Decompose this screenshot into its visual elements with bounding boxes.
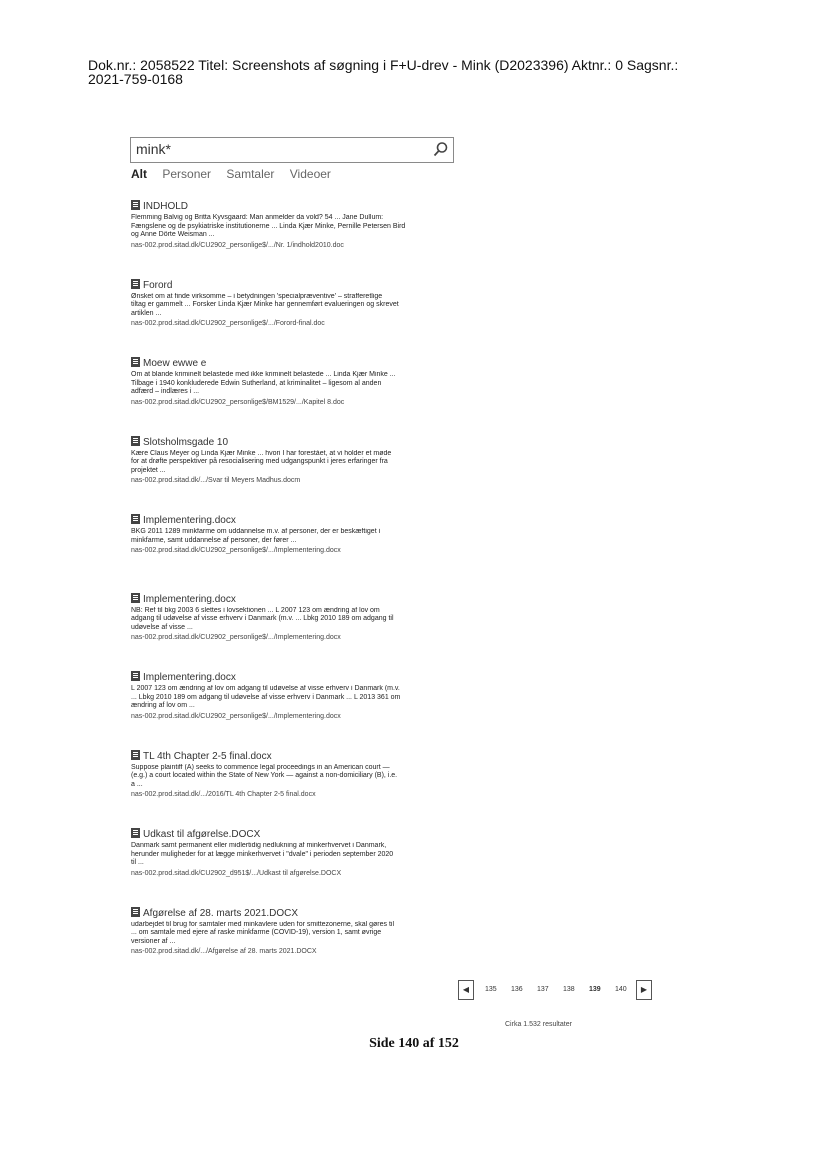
document-header-line-2: 2021-759-0168	[88, 71, 183, 87]
result-title[interactable]: INDHOLD	[131, 200, 461, 212]
search-input[interactable]: mink*	[136, 141, 172, 157]
result-url[interactable]: nas-002.prod.sitad.dk/CU2902_personlige$/.../Forord-final.doc	[131, 320, 325, 327]
result-url[interactable]: nas-002.prod.sitad.dk/CU2902_personlige$/.../Implementering.docx	[131, 712, 341, 720]
document-icon	[131, 279, 140, 289]
search-result	[131, 436, 461, 515]
result-title[interactable]: Moew ewwe e	[131, 357, 461, 369]
document-icon	[131, 593, 140, 603]
search-result	[131, 907, 461, 986]
tab-personer[interactable]: Personer	[162, 167, 212, 181]
chevron-left-icon: ◀	[462, 985, 470, 994]
page-link-140[interactable]: 140	[615, 986, 627, 993]
result-snippet: Danmark samt permanent eller midlertidig nedlukning af minkerhvervet i Danmark, herunder muligheder for at lægge minkerhvervet i "dvale" i perioden september 2020 til ...	[131, 842, 394, 866]
result-title[interactable]: Slotsholmsgade 10	[131, 436, 461, 448]
result-snippet: BKG 2011 1289 minkfarme om uddannelse m.v. af personer, der er beskæftiget i minkfarme, samt uddannelse af personer, der fører ...	[131, 528, 381, 544]
prev-page-button[interactable]	[458, 980, 474, 1000]
result-title[interactable]: Implementering.docx	[131, 593, 461, 605]
tab-samtaler[interactable]: Samtaler	[226, 167, 275, 181]
chevron-right-icon: ▶	[640, 985, 648, 994]
result-url[interactable]: nas-002.prod.sitad.dk/CU2902_personlige$/.../Implementering.docx	[131, 547, 341, 554]
result-snippet: L 2007 123 om ændring af lov om adgang til udøvelse af visse erhverv i Danmark (m.v. ... Lbkg 2010 189 om adgang til udøvelse af visse erhverv i Danmark ... L 2013 361 om ændring af lov om ...	[131, 685, 401, 709]
search-result	[131, 357, 461, 436]
tab-alt[interactable]: Alt	[131, 167, 147, 181]
result-snippet: Om at blande kriminelt belastede med ikke kriminelt belastede ... Linda Kjær Minke ... Tilbage i 1940 konkluderede Edwin Sutherland, at kriminalitet – ligesom al anden adfærd – indlæres i ...	[131, 371, 396, 395]
search-result	[131, 593, 461, 672]
result-url[interactable]: nas-002.prod.sitad.dk/CU2902_personlige$/.../Implementering.docx	[131, 634, 341, 641]
document-icon	[131, 357, 140, 367]
tab-videoer[interactable]: Videoer	[289, 167, 331, 181]
result-url[interactable]: nas-002.prod.sitad.dk/.../Svar til Meyers Madhus.docm	[131, 477, 301, 484]
filter-tabs	[131, 167, 343, 181]
document-header-line-1: Dok.nr.: 2058522 Titel: Screenshots af søgning i F+U-drev - Mink (D2023396) Aktnr.: 0 Sagsnr.:	[88, 57, 679, 73]
result-title[interactable]: TL 4th Chapter 2-5 final.docx	[131, 750, 461, 762]
document-icon	[131, 514, 140, 524]
page-link-136[interactable]: 136	[511, 986, 523, 993]
result-snippet: udarbejdet til brug for samtaler med minkavlere uden for smittezonerne, skal gøres til ... om samtale med ejere af raske minkfarme (COVID-19), version 1, samt øvrige versioner af ...	[131, 920, 395, 945]
result-snippet: Suppose plaintiff (A) seeks to commence legal proceedings in an American court — (e.g.) a court located within the State of New York — against a non-domiciliary (B), i.e. a ...	[131, 763, 398, 788]
document-header	[88, 58, 788, 86]
result-snippet: Ønsket om at finde virksomme – i betydningen 'specialpræventive' – strafferetlige tiltag er gammelt ... Forsker Linda Kjær Minke har gennemført evalueringen og skrevet artiklen ...	[131, 292, 399, 317]
next-page-button[interactable]	[636, 980, 652, 1000]
result-url[interactable]: nas-002.prod.sitad.dk/.../2016/TL 4th Chapter 2-5 final.docx	[131, 791, 316, 798]
search-result	[131, 514, 461, 593]
result-url[interactable]: nas-002.prod.sitad.dk/CU2902_personlige$/BM1529/.../Kapitel 8.doc	[131, 398, 345, 406]
result-title[interactable]: Udkast til afgørelse.DOCX	[131, 828, 461, 840]
search-result	[131, 279, 461, 358]
result-title[interactable]: Forord	[131, 279, 461, 291]
result-title[interactable]: Implementering.docx	[131, 514, 461, 526]
result-snippet: Flemming Balvig og Britta Kyvsgaard: Man anmelder da vold? 54 ... Jane Dullum: Fængslene og de psykiatriske institutionerne ... Linda Kjær Minke, Pernille Petersen Bird og Anne Dörte Weisman ...	[131, 214, 406, 238]
page-footer: Side 140 af 152	[369, 1036, 459, 1051]
page-link-139-current[interactable]: 139	[589, 986, 601, 993]
result-title[interactable]: Afgørelse af 28. marts 2021.DOCX	[131, 907, 461, 919]
results-count: Cirka 1.532 resultater	[505, 1021, 572, 1028]
search-result	[131, 750, 461, 829]
search-icon[interactable]	[433, 141, 449, 157]
page-link-138[interactable]: 138	[563, 986, 575, 993]
result-snippet: Kære Claus Meyer og Linda Kjær Minke ... hvori I har forestået, at vi holder et møde for at drøfte perspektiver på resocialisering med udgangspunkt i jeres erfaringer fra projektet ...	[131, 449, 392, 474]
search-results	[131, 200, 461, 985]
document-icon	[131, 436, 140, 446]
result-url[interactable]: nas-002.prod.sitad.dk/.../Afgørelse af 28. marts 2021.DOCX	[131, 948, 317, 955]
search-result	[131, 828, 461, 907]
result-url[interactable]: nas-002.prod.sitad.dk/CU2902_personlige$/.../Nr. 1/indhold2010.doc	[131, 241, 344, 249]
search-result	[131, 671, 461, 750]
page-link-135[interactable]: 135	[485, 986, 497, 993]
result-url[interactable]: nas-002.prod.sitad.dk/CU2902_d951$/.../Udkast til afgørelse.DOCX	[131, 869, 342, 877]
document-icon	[131, 828, 140, 838]
document-icon	[131, 671, 140, 681]
search-box[interactable]	[130, 137, 454, 163]
result-snippet: NB: Ref til bkg 2003 6 slettes i lovsektionen ... L 2007 123 om ændring af lov om adgang til udøvelse af visse erhverv i Danmark (m.v. ... Lbkg 2010 189 om adgang til udøvelse af visse ...	[131, 606, 394, 631]
search-result	[131, 200, 461, 279]
result-title[interactable]: Implementering.docx	[131, 671, 461, 683]
page-link-137[interactable]: 137	[537, 986, 549, 993]
document-icon	[131, 750, 140, 760]
document-icon	[131, 200, 140, 210]
document-icon	[131, 907, 140, 917]
